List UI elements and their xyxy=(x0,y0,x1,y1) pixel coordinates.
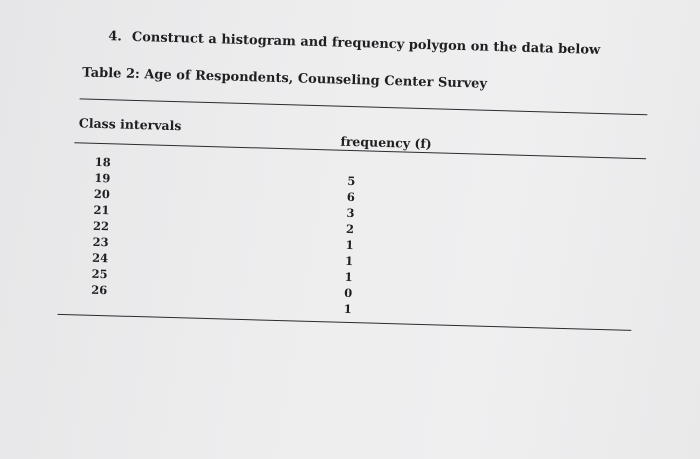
class-interval-cell: 22 xyxy=(92,218,110,234)
frequency-cell: 0 xyxy=(344,285,353,301)
class-interval-cell: 24 xyxy=(91,250,109,266)
class-interval-cell: 20 xyxy=(93,186,111,202)
question xyxy=(108,29,600,58)
frequency-cell: 1 xyxy=(344,269,353,285)
frequency-column xyxy=(341,173,359,317)
frequency-cell: 1 xyxy=(344,253,354,269)
frequency-header: frequency (f) xyxy=(340,133,432,152)
table-caption: Table 2: Age of Respondents, Counseling Center Survey xyxy=(82,65,488,92)
class-interval-cell: 25 xyxy=(91,266,108,282)
frequency-cell: 5 xyxy=(347,173,356,189)
frequency-cell: 3 xyxy=(346,205,355,221)
class-intervals-column xyxy=(88,154,114,299)
class-interval-cell: 21 xyxy=(93,202,110,218)
class-interval-cell: 26 xyxy=(91,282,108,298)
frequency-cell: 1 xyxy=(343,301,352,317)
table-top-rule xyxy=(80,98,648,115)
class-interval-cell: 23 xyxy=(92,234,109,250)
question-text: Construct a histogram and frequency polygon on the data below xyxy=(131,29,601,58)
frequency-cell: 2 xyxy=(345,221,355,237)
class-intervals-header: Class intervals xyxy=(78,115,182,134)
class-interval-cell: 18 xyxy=(94,154,111,170)
class-interval-cell: 19 xyxy=(94,170,111,186)
frequency-cell: 6 xyxy=(346,189,356,205)
frequency-cell: 1 xyxy=(345,237,354,253)
question-number: 4. xyxy=(108,29,123,45)
